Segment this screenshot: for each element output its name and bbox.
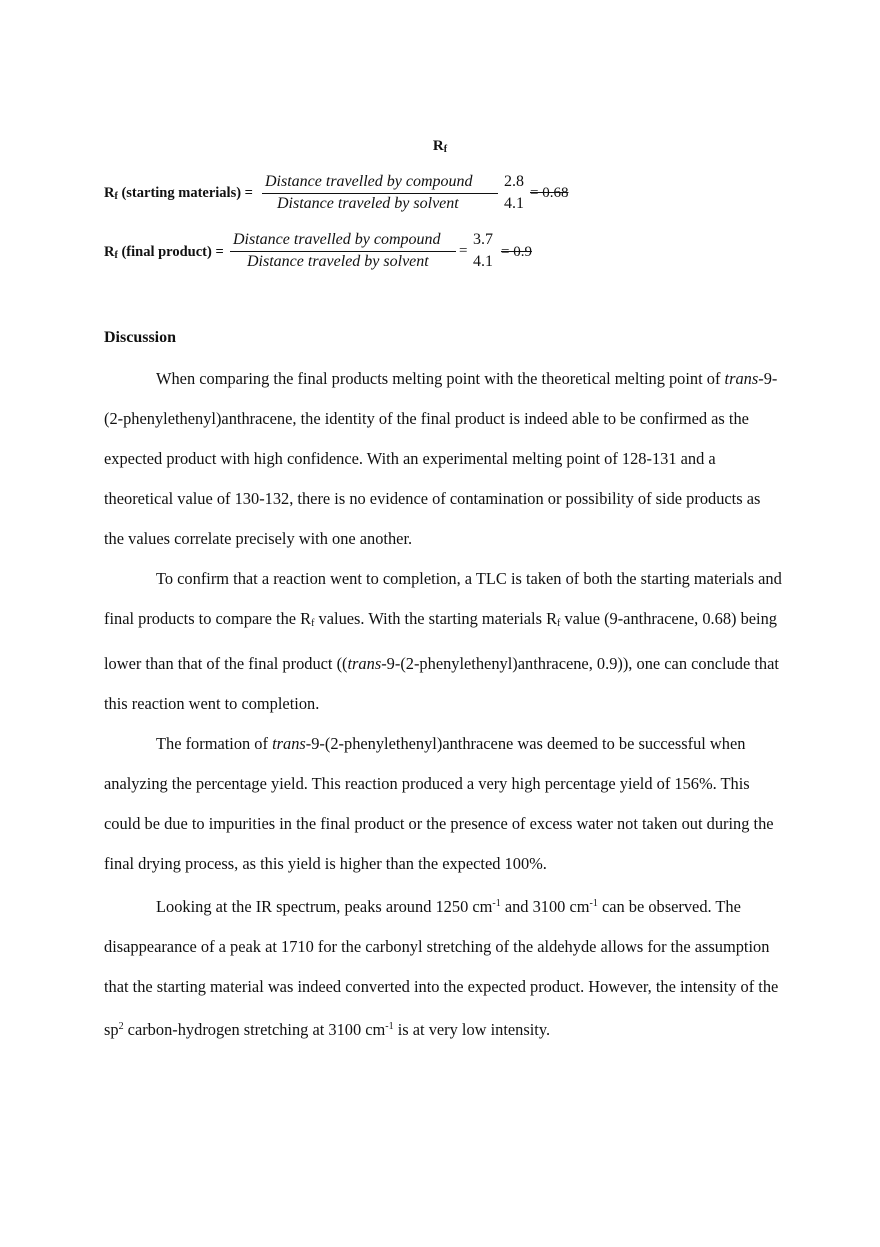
value-numerator: 2.8 [504,173,524,190]
paragraph-tlc: To confirm that a reaction went to completion, a TLC is taken of both the starting materials and final products to compare the $R_f$ values. With the starting materials $R_f$ value (9-anthracene, 0.68) being lower than that of the final product ((trans-9-(2-phenylethenyl)anthracene, 0.9)), one can conclude that this reaction went to completion. [104,569,782,713]
rf-result: = 0.9 [501,244,532,260]
equation-label: $R_f$ (final product) = [104,244,224,261]
value-denominator: 4.1 [473,253,493,270]
fraction-denominator: Distance traveled by solvent [247,253,429,270]
fraction-bar [262,193,498,194]
value-numerator: 3.7 [473,231,493,248]
equals-sign: = [459,243,468,259]
discussion-heading: Discussion [104,329,177,346]
fraction-bar [230,251,456,252]
paragraph-ir-spectrum: Looking at the IR spectrum, peaks around 1250 $cm^{-1}$ and 3100 $cm^{-1}$ can be observed. The disappearance of a peak at 1710 for the carbonyl stretching of the aldehyde allows for the assumption that the starting material was indeed converted into the expected product. However, the intensity of the $sp^2$ carbon-hydrogen stretching at 3100 $cm^{-1}$ is at very low intensity. [104,897,779,1039]
paragraph-melting-point: When comparing the final products melting point with the theoretical melting point of trans-9-(2-phenylethenyl)anthracene, the identity of the final product is indeed able to be confirmed as the expected product with high confidence. With an experimental melting point of 128-131 and a theoretical value of 130-132, there is no evidence of contamination or possibility of side products as the values correlate precisely with one another. [104,369,778,548]
fraction-numerator: Distance travelled by compound [265,173,473,190]
fraction-numerator: Distance travelled by compound [233,231,441,248]
value-denominator: 4.1 [504,195,524,212]
rf-result: = 0.68 [530,185,569,201]
paragraph-yield: The formation of trans-9-(2-phenylethenyl)anthracene was deemed to be successful when analyzing the percentage yield. This reaction produced a very high percentage yield of 156%. This could be due to impurities in the final product or the presence of excess water not taken out during the final drying process, as this yield is higher than the expected 100%. [104,734,774,873]
equation-label: $R_f$ (starting materials) = [104,185,253,202]
discussion-body [104,359,784,1050]
rf-heading: $R_f$ [432,138,448,155]
fraction-denominator: Distance traveled by solvent [277,195,459,212]
